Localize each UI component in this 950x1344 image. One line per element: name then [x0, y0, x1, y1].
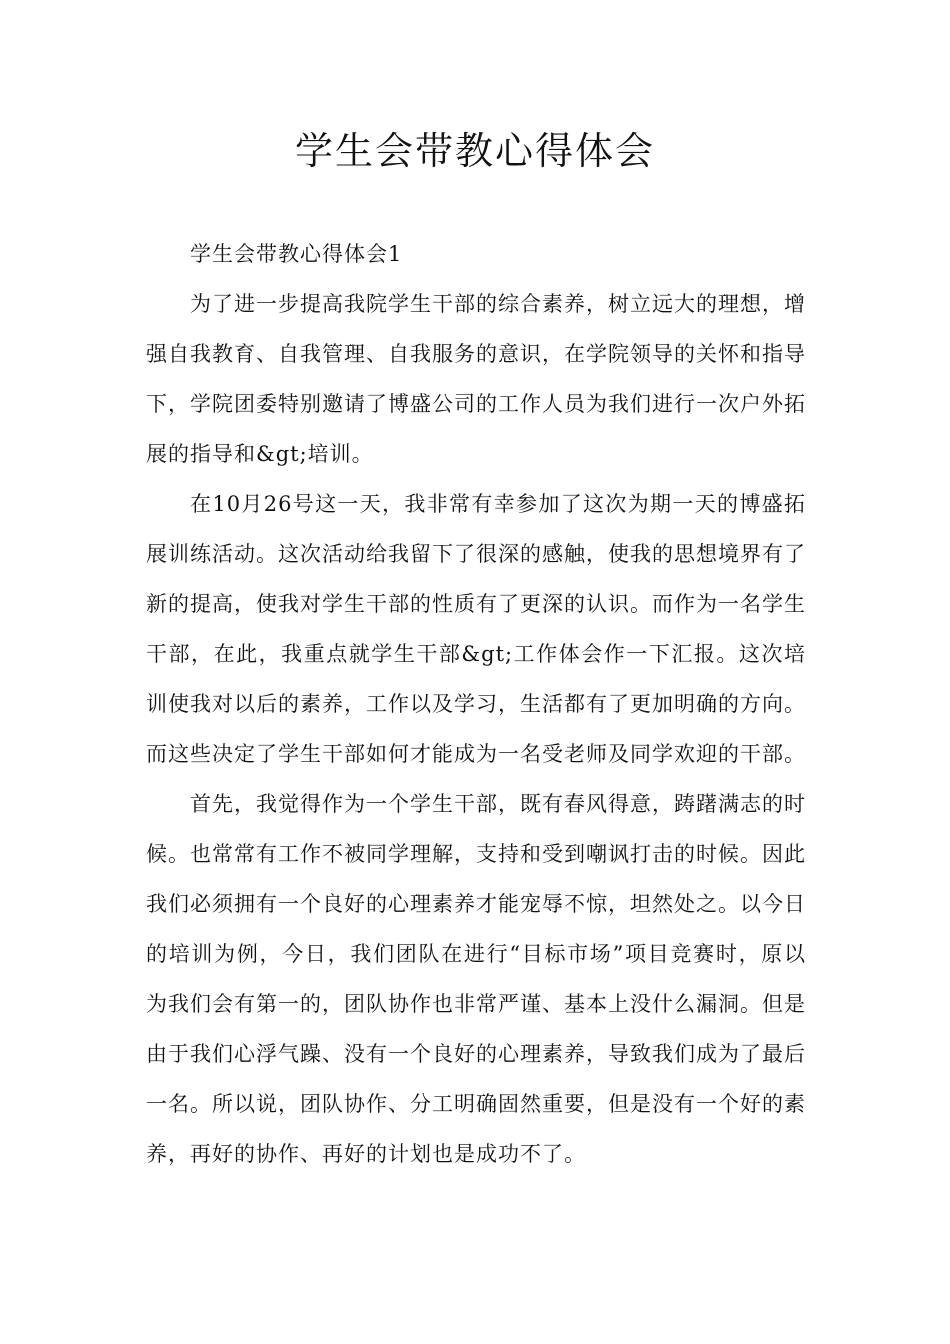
- section-heading: 学生会带教心得体会1: [190, 242, 403, 266]
- paragraph-1: 为了进一步提高我院学生干部的综合素养，树立远大的理想，增强自我教育、自我管理、自我服务的意识，在学院领导的关怀和指导下，学院团委特别邀请了博盛公司的工作人员为我们进行一次户外拓展的指导和&gt;培训。: [146, 292, 806, 466]
- document-body: [146, 229, 806, 1179]
- paragraph-2: 在10月26号这一天，我非常有幸参加了这次为期一天的博盛拓展训练活动。这次活动给我留下了很深的感触，使我的思想境界有了新的提高，使我对学生干部的性质有了更深的认识。而作为一名学生干部，在此，我重点就学生干部&gt;工作体会作一下汇报。这次培训使我对以后的素养，工作以及学习，生活都有了更加明确的方向。而这些决定了学生干部如何才能成为一名受老师及同学欢迎的干部。: [146, 492, 806, 766]
- paragraph-3: 首先，我觉得作为一个学生干部，既有春风得意，踌躇满志的时候。也常常有工作不被同学理解，支持和受到嘲讽打击的时候。因此我们必须拥有一个良好的心理素养才能宠辱不惊，坦然处之。以今日的培训为例，今日，我们团队在进行“目标市场”项目竞赛时，原以为我们会有第一的，团队协作也非常严谨、基本上没什么漏洞。但是由于我们心浮气躁、没有一个良好的心理素养，导致我们成为了最后一名。所以说，团队协作、分工明确固然重要，但是没有一个好的素养，再好的协作、再好的计划也是成功不了。: [146, 792, 806, 1166]
- document-title: 学生会带教心得体会: [294, 129, 655, 173]
